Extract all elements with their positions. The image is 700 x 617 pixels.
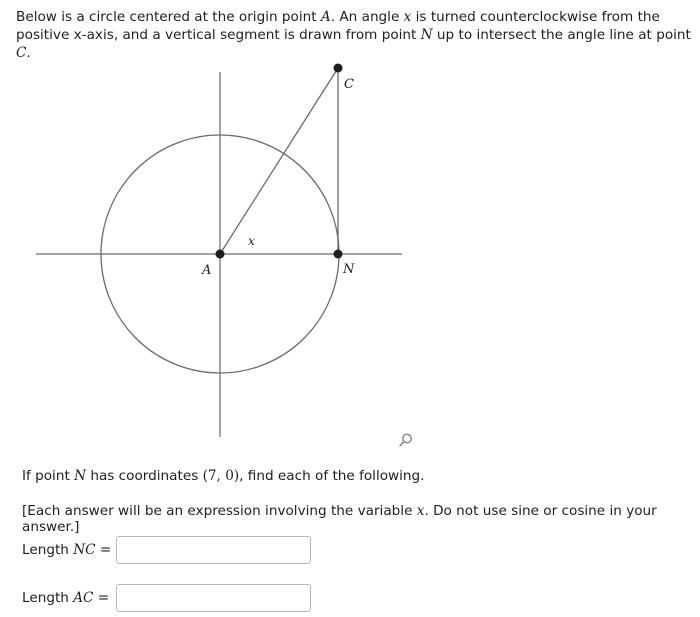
label-x: x <box>248 234 255 248</box>
search-icon[interactable] <box>398 432 414 448</box>
ac-label: Length AC = <box>22 590 110 606</box>
var-A: A <box>320 9 331 25</box>
label-N: N <box>343 262 355 277</box>
var-x: x <box>403 9 412 25</box>
nc-label: Length NC = <box>22 542 112 558</box>
instructions-text: [Each answer will be an expression involving the variable x. Do not use sine or cosine in your answer.] <box>22 503 657 535</box>
var-N: N <box>420 27 433 43</box>
point-A <box>216 250 225 259</box>
question-text: If point N has coordinates (7, 0), find each of the following. <box>22 468 425 484</box>
label-A: A <box>202 263 212 278</box>
label-C: C <box>344 77 354 92</box>
answer-row-nc <box>22 536 311 564</box>
point-C <box>334 64 343 73</box>
var-C: C <box>16 45 27 61</box>
angle-line <box>220 68 338 254</box>
nc-answer-input[interactable] <box>116 536 311 564</box>
answer-row-ac <box>22 584 311 612</box>
point-N <box>334 250 343 259</box>
ac-answer-input[interactable] <box>116 584 311 612</box>
problem-intro: Below is a circle centered at the origin point A. An angle x is turned counterclockwise from the positive x-axis, and a vertical segment is drawn from point N up to intersect the angle line at point C. <box>16 9 691 61</box>
coordinates: (7, 0) <box>202 468 240 484</box>
